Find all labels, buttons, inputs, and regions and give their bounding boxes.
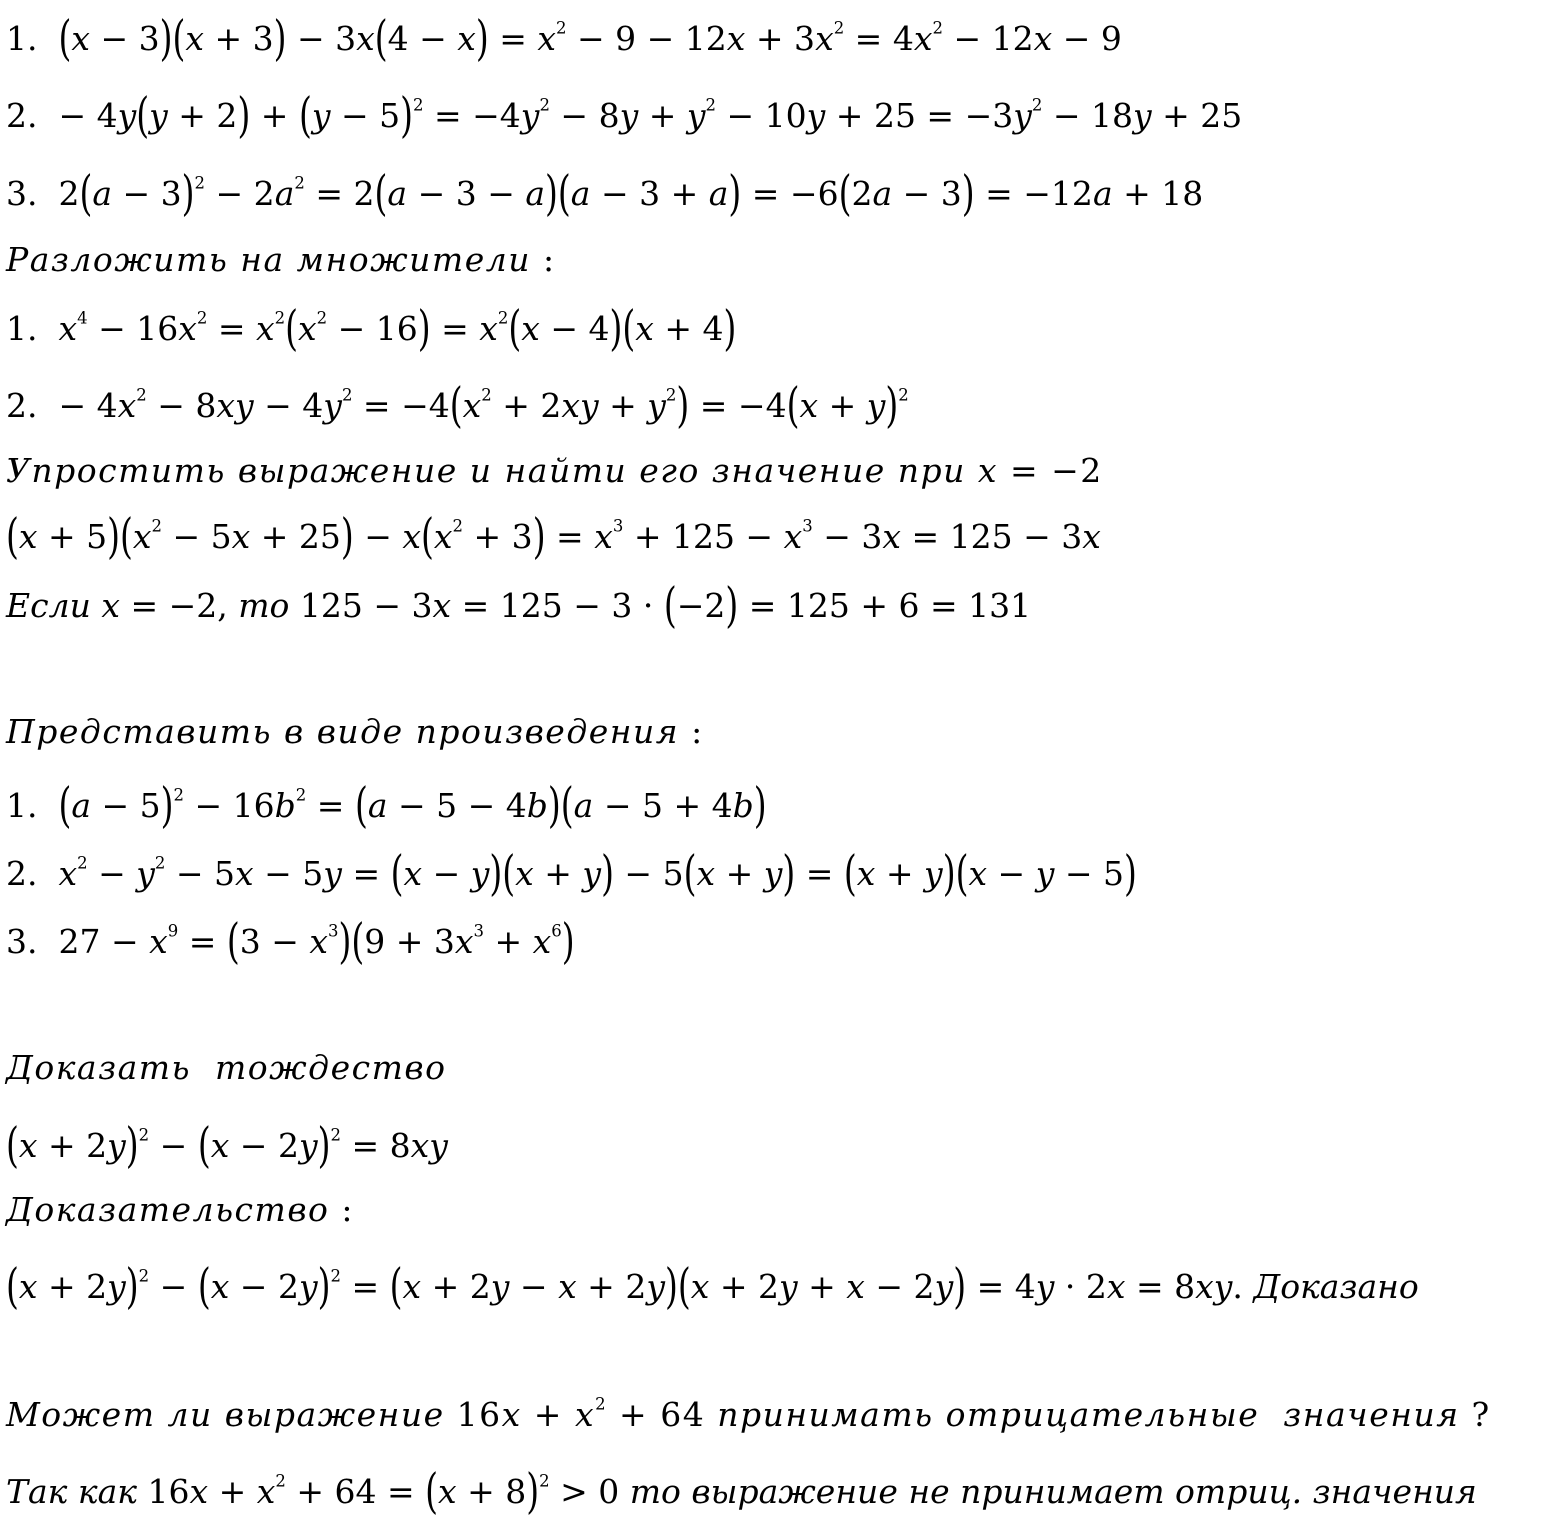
heading-text: Упростить выражение и найти его значение при x = −2 (6, 451, 1103, 490)
answer-negative-values (6, 1462, 1477, 1520)
section-heading-proof (6, 1190, 355, 1229)
identity-proof (6, 1257, 1419, 1315)
heading-text: Доказательство : (6, 1190, 355, 1229)
heading-text: Разложить на множители : (6, 240, 556, 279)
heading-text: Доказать тождество (6, 1048, 447, 1087)
line-text: Может ли выражение $16x + x^2 + 64$ принимать отрицательные значения ? (6, 1394, 1491, 1434)
line-text: Если x = −2, то 125 − 3x = 125 − 3 · (−2) = 125 + 6 = 131 (6, 576, 1032, 634)
evaluate-expression (6, 576, 1032, 634)
line-text: 3. $27 - x^9 = (3 - x^3)(9 + 3x^3 + x^6)$ (6, 912, 575, 970)
section-heading-product (6, 712, 704, 751)
identity-statement (6, 1116, 448, 1174)
expand-problem-3 (6, 164, 1204, 222)
question-negative-values (6, 1394, 1491, 1434)
product-problem-3 (6, 912, 575, 970)
line-text: 2. $x^2 - y^2 - 5x - 5y = (x - y)(x + y) - 5(x + y) = (x + y)(x - y - 5)$ (6, 844, 1137, 902)
section-heading-prove (6, 1048, 447, 1087)
section-heading-factorize (6, 240, 556, 279)
line-text: $(x + 2y)^2 - (x - 2y)^2 = 8xy$ (6, 1116, 448, 1174)
simplify-expression (6, 507, 1101, 565)
heading-text: Представить в виде произведения : (6, 712, 704, 751)
line-text: $(x + 2y)^2 - (x - 2y)^2 = (x + 2y - x + 2y)(x + 2y + x - 2y) = 4y \cdot 2x = 8xy$. Доказано (6, 1257, 1419, 1315)
line-text: $(x + 5)(x^2 - 5x + 25) - x(x^2 + 3) = x^3 + 125 - x^3 - 3x = 125 - 3x$ (6, 507, 1101, 565)
line-text: 3. $2(a - 3)^2 - 2a^2 = 2(a - 3 - a)(a - 3 + a) = -6(2a - 3) = -12a + 18$ (6, 164, 1204, 222)
factor-problem-2 (6, 376, 909, 434)
expand-problem-1 (6, 9, 1122, 67)
expand-problem-2 (6, 86, 1243, 144)
line-text: 1. $(a - 5)^2 - 16b^2 = (a - 5 - 4b)(a - 5 + 4b)$ (6, 776, 767, 834)
product-problem-1 (6, 776, 767, 834)
line-text: 2. − $4x^2 - 8xy - 4y^2 = -4(x^2 + 2xy + y^2) = -4(x + y)^2$ (6, 376, 909, 434)
line-text: 2. − $4y(y + 2) + (y - 5)^2 = -4y^2 - 8y + y^2 - 10y + 25 = -3y^2 - 18y + 25$ (6, 86, 1243, 144)
line-text: Так как $16x + x^2 + 64 = (x + 8)^2 > 0$ то выражение не принимает отриц. значения (6, 1462, 1477, 1520)
product-problem-2 (6, 844, 1137, 902)
factor-problem-1 (6, 299, 737, 357)
line-text: 1. $(x - 3)(x + 3) - 3x(4 - x) = x^2 - 9 - 12x + 3x^2 = 4x^2 - 12x - 9$ (6, 9, 1122, 67)
line-text: 1. $x^4 - 16x^2 = x^2(x^2 - 16) = x^2(x - 4)(x + 4)$ (6, 299, 737, 357)
section-heading-simplify (6, 451, 1103, 490)
